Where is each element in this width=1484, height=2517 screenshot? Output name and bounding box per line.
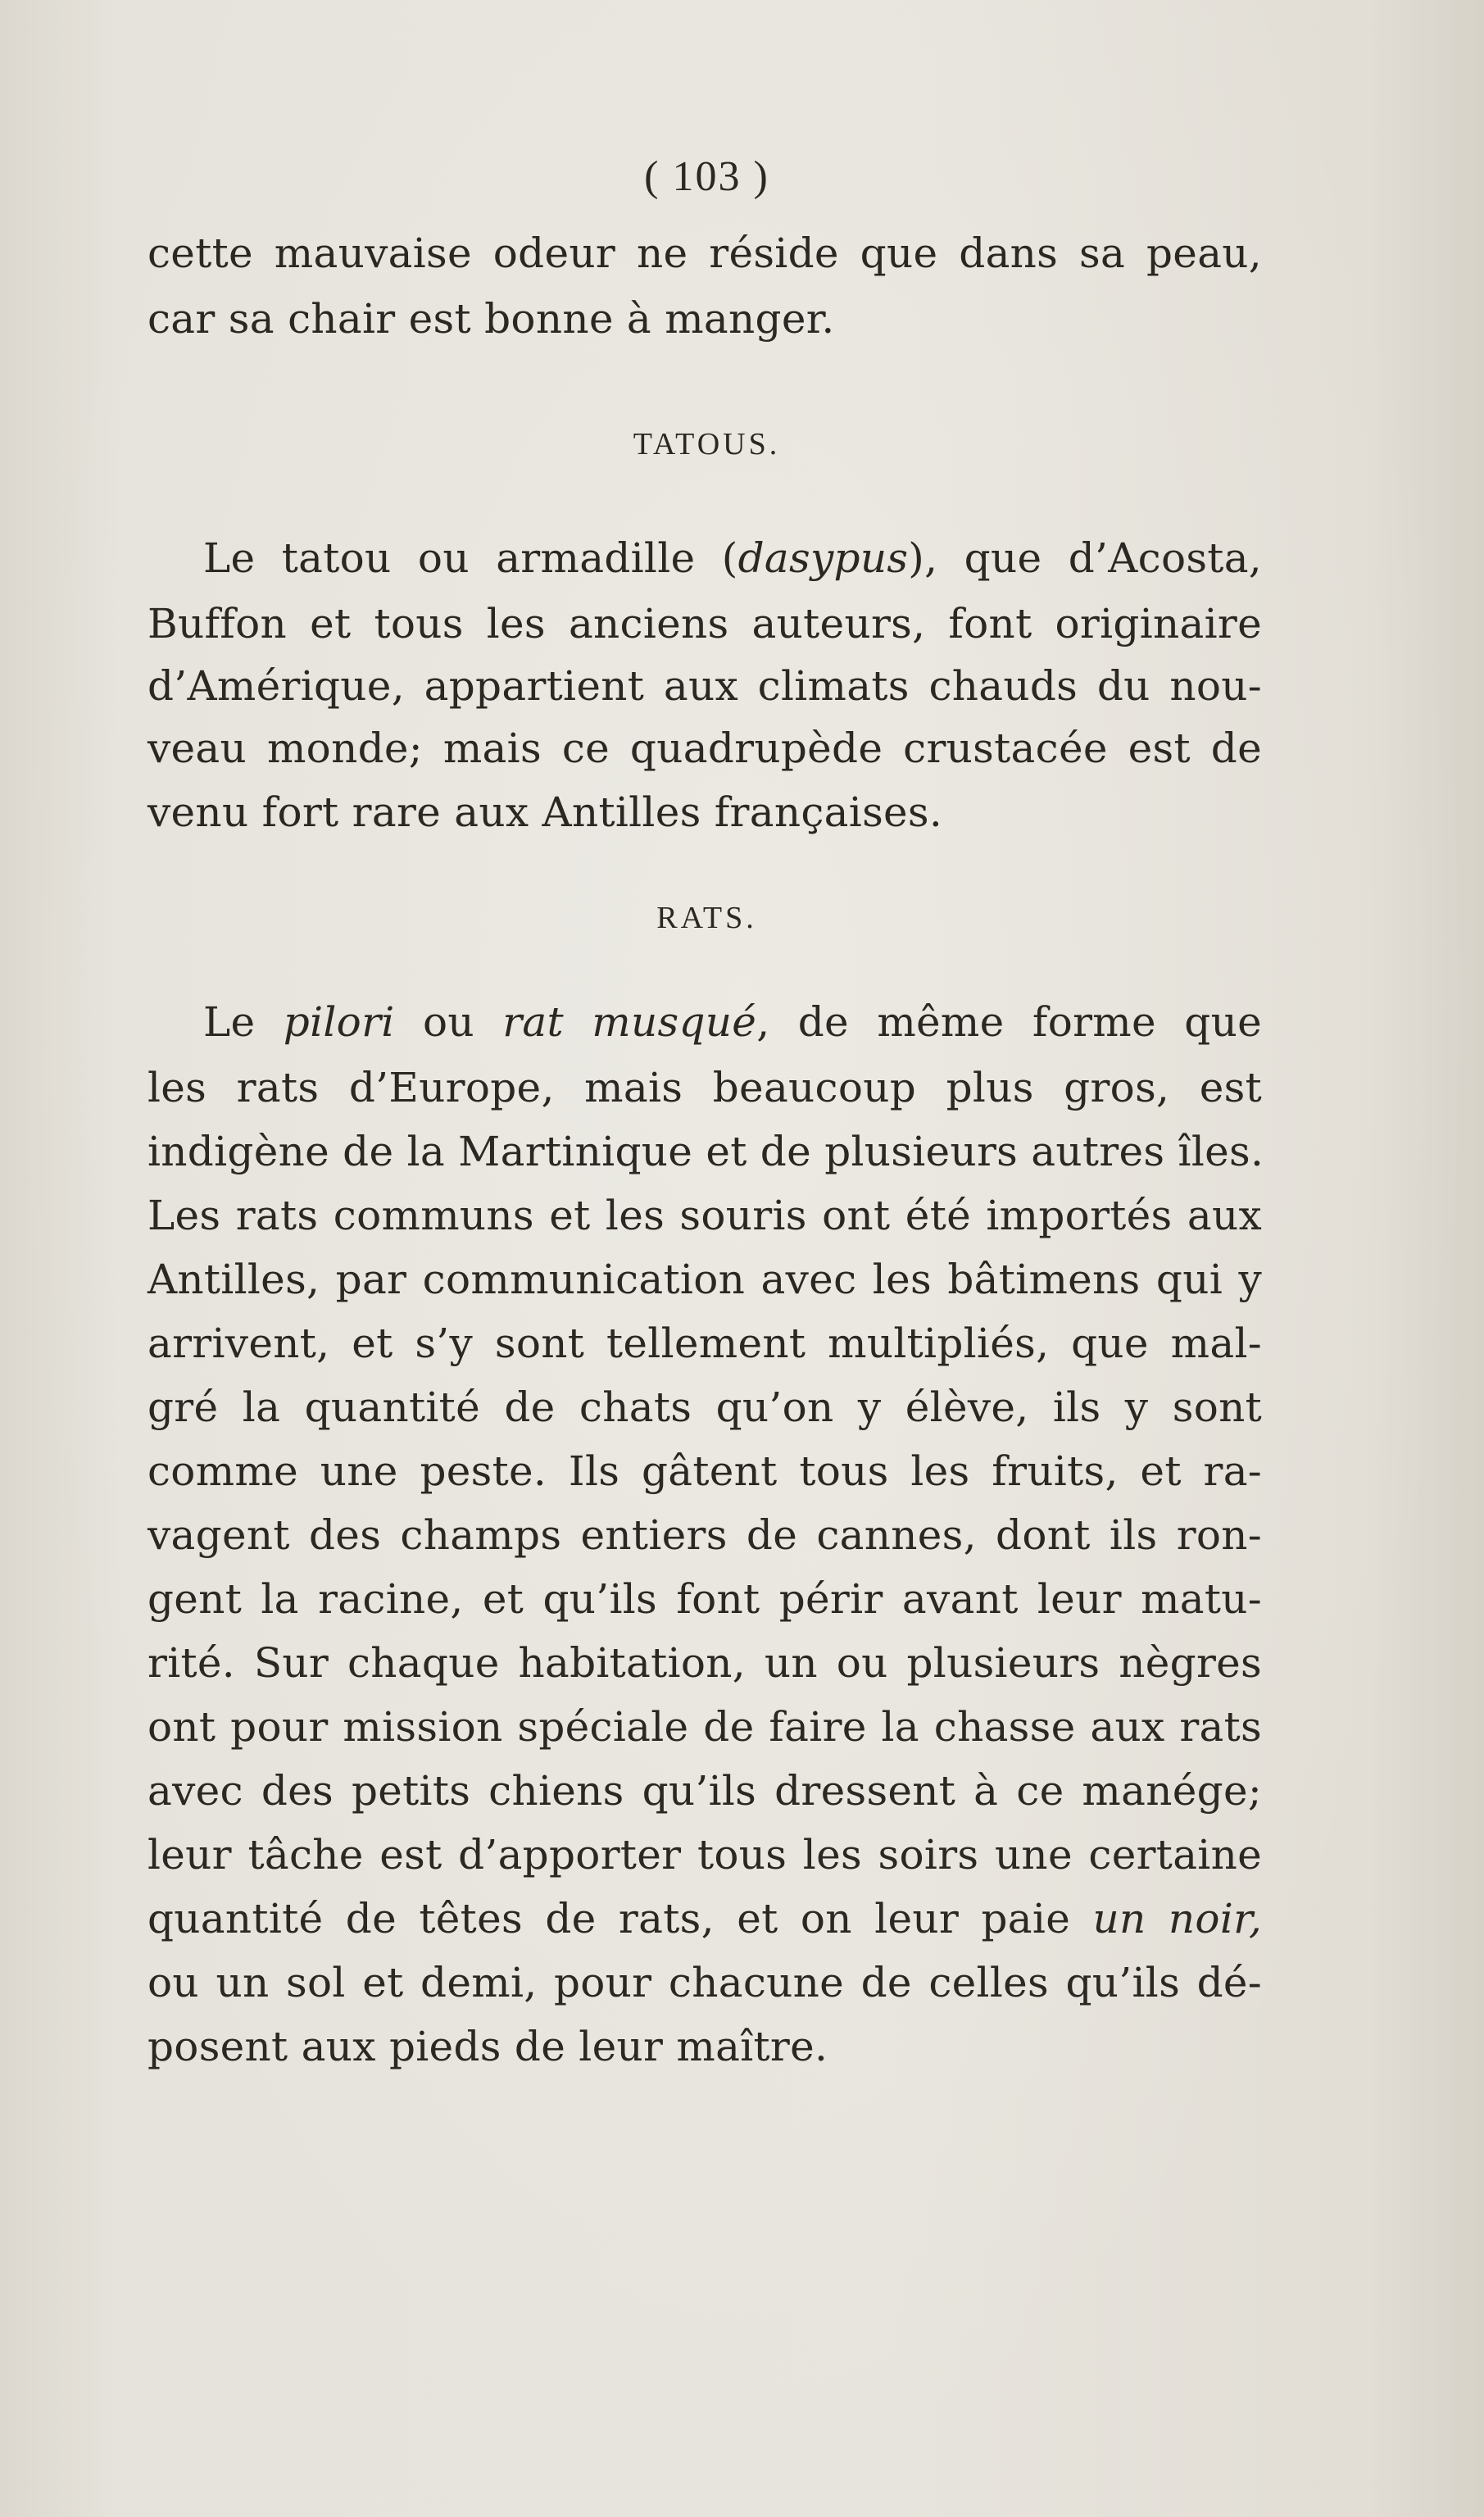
text-line: venu fort rare aux Antilles françaises. bbox=[147, 788, 943, 836]
text-line: indigène de la Martinique et de plusieurs autres îles. bbox=[147, 1128, 1264, 1175]
text-line: ou un sol et demi, pour chacune de celles qu’ils dé- bbox=[147, 1959, 1262, 2006]
italic-term: pilori bbox=[283, 998, 395, 1046]
text-line bbox=[147, 1895, 1263, 1942]
text-run: , de même forme que bbox=[756, 998, 1262, 1046]
text-line: cette mauvaise odeur ne réside que dans sa peau, bbox=[147, 229, 1262, 277]
text-line: gent la racine, et qu’ils font périr avant leur matu- bbox=[147, 1575, 1262, 1623]
text-line: car sa chair est bonne à manger. bbox=[147, 295, 835, 343]
text-line: Buffon et tous les anciens auteurs, font originaire bbox=[147, 600, 1262, 647]
latin-genus-name: dasypus bbox=[737, 534, 909, 582]
paragraph-first-line bbox=[203, 998, 1262, 1046]
text-line: leur tâche est d’apporter tous les soirs une certaine bbox=[147, 1831, 1262, 1879]
text-line: ont pour mission spéciale de faire la chasse aux rats bbox=[147, 1703, 1262, 1751]
text-run: ), que d’Acosta, bbox=[908, 534, 1263, 582]
text-line: vagent des champs entiers de cannes, dont ils ron- bbox=[147, 1511, 1262, 1559]
text-line: avec des petits chiens qu’ils dressent à ce manége; bbox=[147, 1767, 1262, 1815]
text-run: Le tatou ou armadille ( bbox=[203, 534, 738, 582]
section-heading-tatous: TATOUS. bbox=[633, 427, 781, 461]
text-line: gré la quantité de chats qu’on y élève, ils y sont bbox=[147, 1383, 1262, 1431]
italic-term: un noir, bbox=[1092, 1895, 1263, 1942]
text-line: Les rats communs et les souris ont été importés aux bbox=[147, 1192, 1262, 1239]
text-line: posent aux pieds de leur maître. bbox=[147, 2023, 828, 2070]
text-line: d’Amérique, appartient aux climats chauds du nou- bbox=[147, 662, 1262, 710]
paragraph-first-line bbox=[203, 534, 1263, 582]
text-line: Antilles, par communication avec les bâtimens qui y bbox=[147, 1256, 1262, 1303]
section-heading-rats: RATS. bbox=[656, 901, 757, 935]
text-run: quantité de têtes de rats, et on leur paie bbox=[147, 1895, 1093, 1942]
text-run: Le bbox=[203, 998, 284, 1046]
text-run: ou bbox=[394, 998, 503, 1046]
text-line: les rats d’Europe, mais beaucoup plus gros, est bbox=[147, 1064, 1262, 1111]
italic-term: rat musqué bbox=[502, 998, 757, 1046]
text-line: veau monde; mais ce quadrupède crustacée est de bbox=[147, 725, 1262, 772]
text-line: rité. Sur chaque habitation, un ou plusieurs nègres bbox=[147, 1639, 1262, 1687]
text-line: arrivent, et s’y sont tellement multipliés, que mal- bbox=[147, 1320, 1262, 1367]
text-line: comme une peste. Ils gâtent tous les fruits, et ra- bbox=[147, 1447, 1262, 1495]
page-number: ( 103 ) bbox=[644, 153, 769, 200]
